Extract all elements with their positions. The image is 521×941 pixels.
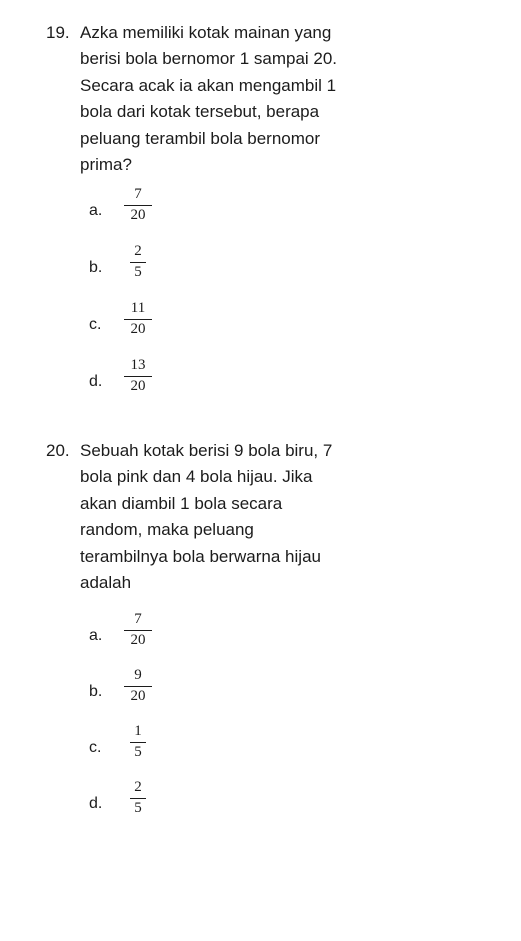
choice-d[interactable] (0, 357, 521, 409)
numerator: 2 (134, 779, 142, 795)
choice-letter: c. (89, 316, 102, 333)
choice-letter: c. (89, 739, 102, 756)
fraction-bar (124, 319, 152, 320)
choice-c[interactable] (0, 300, 521, 352)
denominator: 20 (130, 321, 146, 338)
fraction-bar (130, 742, 146, 743)
choice-d[interactable] (0, 779, 521, 831)
fraction-bar (124, 686, 152, 687)
choice-c[interactable] (0, 723, 521, 775)
choice-b[interactable] (0, 667, 521, 719)
fraction-bar (124, 376, 152, 377)
fraction (118, 667, 158, 705)
fraction-bar (130, 798, 146, 799)
choice-letter: d. (89, 795, 103, 812)
denominator: 20 (130, 378, 146, 395)
denominator: 5 (134, 264, 142, 281)
choice-a[interactable] (0, 611, 521, 663)
fraction (118, 357, 158, 395)
question-number: 19. (46, 23, 70, 42)
choice-letter: a. (89, 202, 103, 219)
choice-a[interactable] (0, 186, 521, 238)
numerator: 1 (134, 723, 142, 739)
question-text: Azka memiliki kotak mainan yang berisi bola bernomor 1 sampai 20. Secara acak ia akan mengambil 1 bola dari kotak tersebut, berapa peluang terambil bola bernomor prima? (80, 23, 338, 175)
numerator: 11 (130, 300, 146, 316)
fraction-bar (124, 205, 152, 206)
numerator: 9 (134, 667, 142, 683)
denominator: 5 (134, 744, 142, 761)
numerator: 2 (134, 243, 142, 259)
fraction (118, 300, 158, 338)
fraction (118, 723, 158, 761)
fraction (118, 186, 158, 224)
choice-letter: b. (89, 259, 103, 276)
choice-b[interactable] (0, 243, 521, 295)
choice-letter: a. (89, 627, 103, 644)
denominator: 20 (130, 688, 146, 705)
numerator: 7 (134, 611, 142, 627)
fraction-bar (124, 630, 152, 631)
numerator: 7 (134, 186, 142, 202)
denominator: 20 (130, 632, 146, 649)
choice-letter: b. (89, 683, 103, 700)
choice-letter: d. (89, 373, 103, 390)
question-text: Sebuah kotak berisi 9 bola biru, 7 bola pink dan 4 bola hijau. Jika akan diambil 1 bola secara random, maka peluang terambilnya bola berwarna hijau adalah (80, 441, 333, 593)
fraction (118, 243, 158, 281)
denominator: 5 (134, 800, 142, 817)
denominator: 20 (130, 207, 146, 224)
question-number: 20. (46, 441, 70, 460)
fraction (118, 779, 158, 817)
fraction (118, 611, 158, 649)
numerator: 13 (130, 357, 146, 373)
fraction-bar (130, 262, 146, 263)
